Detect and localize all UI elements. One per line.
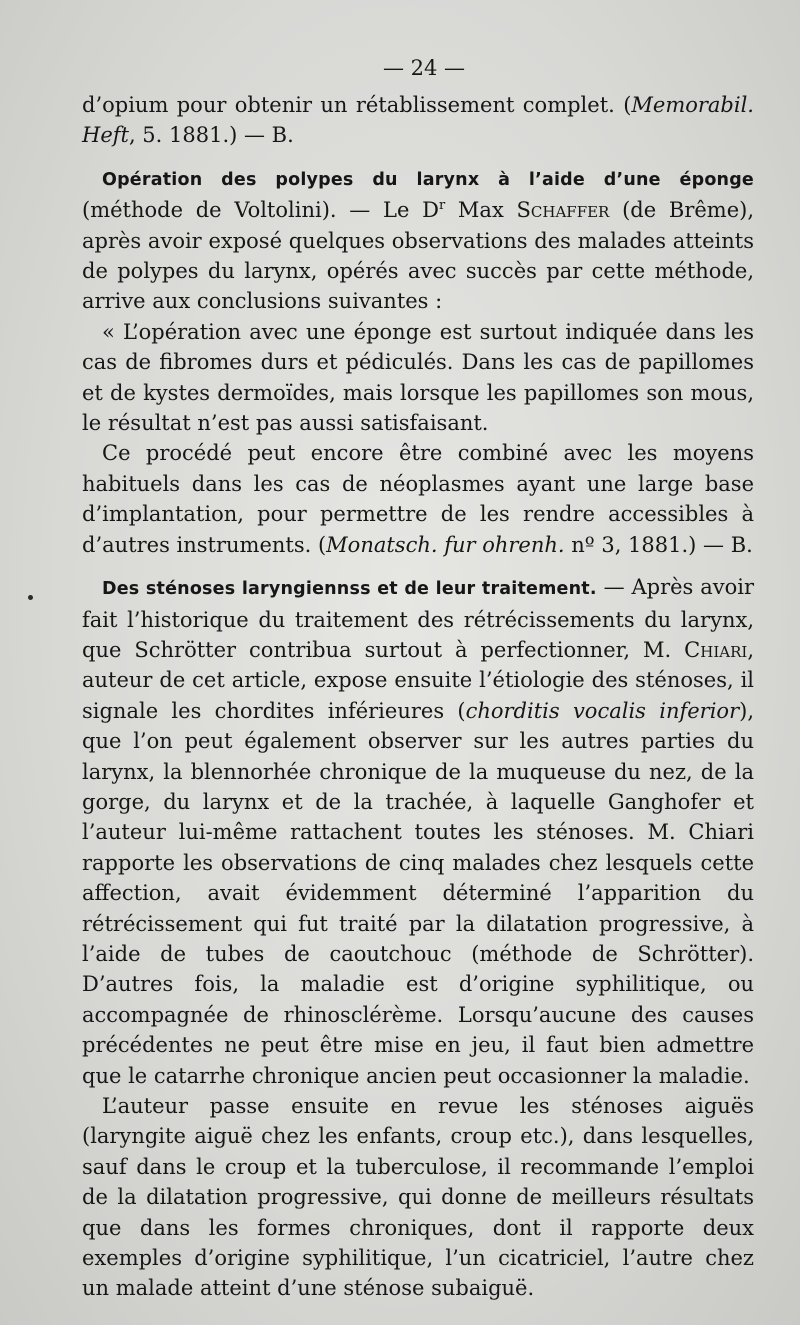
article-polypes (82, 163, 754, 317)
page-body (82, 52, 754, 1304)
quote-paragraph: « L’opération avec une éponge est surtout indiquée dans les cas de fibromes durs et pédiculés. Dans les cas de papillomes et de kystes dermoïdes, mais lorsque les papillomes son mous, le résultat n’est pas aussi satisfaisant. (82, 319, 754, 436)
paragraph-text: (de Brême), après avoir exposé quelques observations des malades atteints de polypes du larynx, opérés avec succès par cette méthode, arrive aux conclusions suivantes : (82, 198, 754, 314)
paragraph-text: (méthode de Voltolini). — Le D (82, 198, 439, 223)
article-title: Des sténoses laryngiennss et de leur traitement. (102, 579, 597, 600)
article-title: Opération des polypes du larynx à l’aide d’une éponge (102, 169, 754, 190)
citation: Monatsch. fur ohrenh. (326, 532, 565, 557)
paragraph-text: Ce procédé peut encore être combiné avec les moyens habituels dans les cas de néoplasmes ayant une large base d’implantation, pour permettre de les rendre accessibles à d’autres instruments. ( (82, 441, 754, 557)
paragraph: L’auteur passe ensuite en revue les sténoses aiguës (laryngite aiguë chez les enfants, croup etc.), dans lesquelles, sauf dans le croup et la tuberculose, il recommande l’emploi de la dilatation progressive, qui donne de meilleurs résultats que dans les formes chroniques, dont il rapporte deux exemples d’origine syphilitique, l’un cicatriciel, l’autre chez un malade atteint d’une sténose subaiguë. (82, 1094, 754, 1301)
paragraph-text: d’opium pour obtenir un rétablissement complet. ( (82, 93, 632, 117)
paragraph-text: , 5. 1881.) — B. (128, 123, 294, 148)
author-name: Schaffer (516, 198, 610, 223)
superscript: r (438, 198, 446, 214)
paragraph-text: ), que l’on peut également observer sur les autres parties du larynx, la blennorhée chronique de la muqueuse du nez, de la gorge, du larynx et de la trachée, à laquelle Ganghofer et l’auteur lui-même rattachent toutes les sténoses. M. Chiari rapporte les observations de cinq malades chez lesquels cette affection, avait évidemment déterminé l’apparition du rétrécissement qui fut traité par la dilatation progressive, à l’aide de tubes de caoutchouc (méthode de Schrötter). D’autres fois, la maladie est d’origine syphilitique, ou accompagnée de rhinosclérème. Lorsqu’aucune des causes précédentes ne peut être mise en jeu, il faut bien admettre que le catarrhe chronique ancien peut occasionner la maladie. (82, 698, 754, 1088)
paragraph-text: , auteur de cet article, expose ensuite l’étiologie des sténoses, il signale les chordites inférieures ( (82, 637, 754, 723)
paragraph-text: — Après avoir fait l’historique du traitement des rétrécissements du larynx, que Schrötter contribua surtout à perfectionner, M. (82, 575, 754, 662)
paragraph-text: nº 3, 1881.) — B. (564, 532, 753, 557)
paragraph-continuation (82, 90, 754, 151)
margin-dot (28, 595, 33, 600)
paragraph (82, 438, 754, 560)
latin-term: chorditis vocalis inferior (465, 698, 740, 723)
page-number: — 24 — (382, 56, 466, 80)
citation: Memorabil. Heft (82, 93, 754, 148)
article-stenoses (82, 572, 754, 1091)
author-name: Chiari (684, 637, 748, 662)
paragraph-text: Max (445, 198, 517, 223)
